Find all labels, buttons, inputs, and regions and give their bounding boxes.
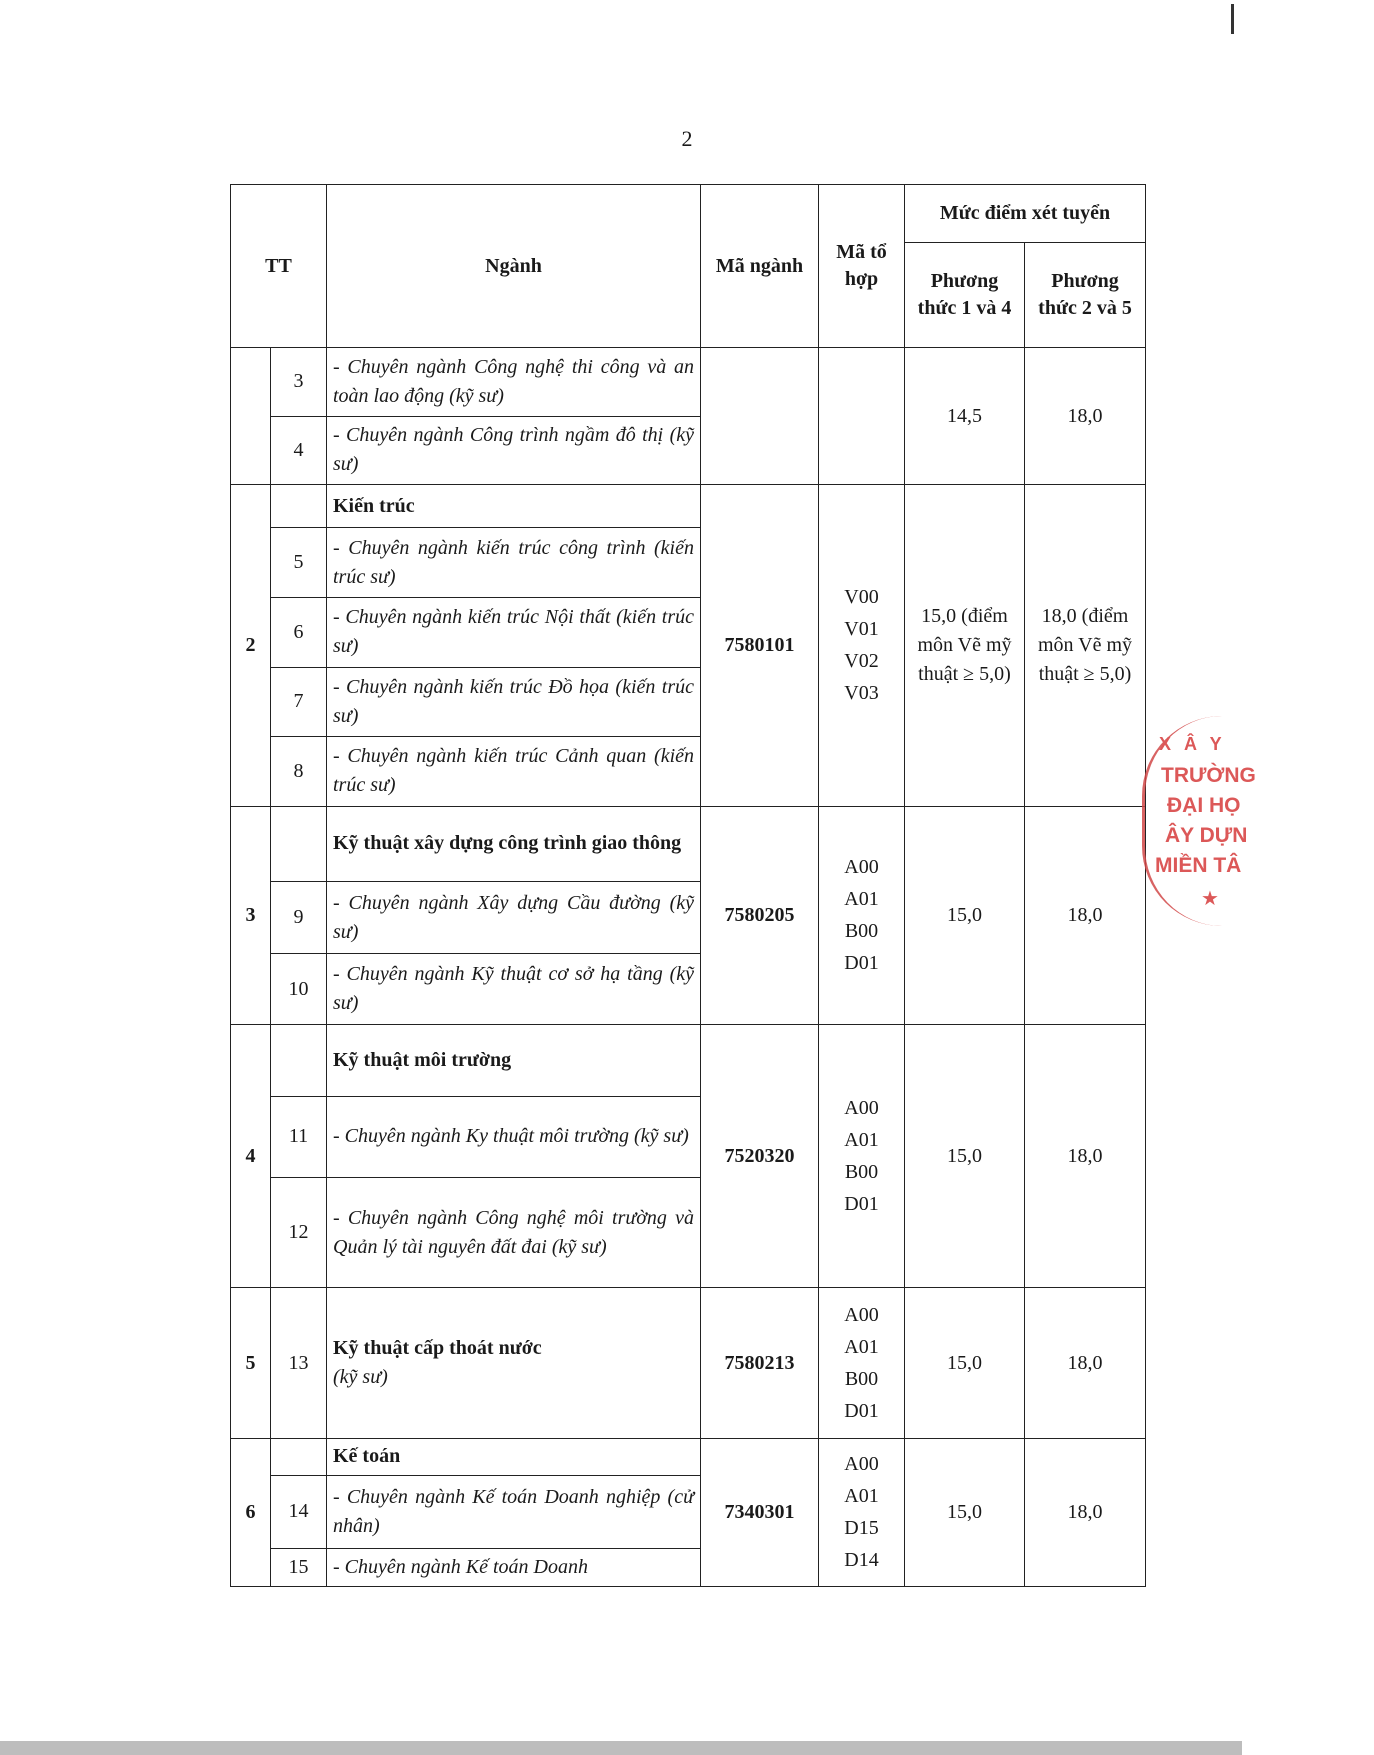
- combo-code: V00: [844, 586, 879, 609]
- university-stamp: [1142, 716, 1295, 926]
- score-method-1-4: 15,0: [905, 1438, 1025, 1586]
- stamp-text: ÂY DỰN: [1165, 824, 1248, 847]
- major-title: Kế toán: [327, 1438, 701, 1475]
- row-index: 10: [271, 953, 327, 1025]
- combo-code: V02: [844, 650, 879, 673]
- major-title-with-note: [327, 1288, 701, 1438]
- major-title: Kỹ thuật môi trường: [327, 1025, 701, 1097]
- major-code: 7580213: [701, 1288, 819, 1438]
- stamp-text: TRƯỜNG: [1161, 764, 1256, 787]
- combo-code: D01: [844, 1400, 879, 1423]
- header-phuong-thuc-1-4: Phương thức 1 và 4: [905, 243, 1025, 348]
- combo-code: A01: [844, 1129, 879, 1152]
- specialization: - Chuyên ngành Kế toán Doanh nghiệp (cử nhân): [327, 1475, 701, 1548]
- page-number: 2: [681, 126, 693, 151]
- row-index: 12: [271, 1177, 327, 1288]
- degree-note: (kỹ sư): [333, 1366, 388, 1389]
- score-method-2-5: 18,0: [1025, 1288, 1146, 1438]
- major-code: 7520320: [701, 1025, 819, 1288]
- row-index: [271, 1025, 327, 1097]
- major-code: 7340301: [701, 1438, 819, 1586]
- major-code: [701, 348, 819, 485]
- row-index: 8: [271, 737, 327, 807]
- table-row: [231, 806, 1146, 882]
- tt-cell: [231, 348, 271, 485]
- major-code: 7580205: [701, 806, 819, 1025]
- specialization: - Chuyên ngành Công nghệ môi trường và Quản lý tài nguyên đất đai (kỹ sư): [327, 1177, 701, 1288]
- major-title: Kỹ thuật cấp thoát nước: [333, 1337, 542, 1360]
- major-title: Kỹ thuật xây dựng công trình giao thông: [327, 806, 701, 882]
- combo-codes: [819, 806, 905, 1025]
- table-row: [231, 348, 1146, 417]
- header-ma-nganh: Mã ngành: [701, 185, 819, 348]
- scan-bottom-edge: [0, 1741, 1242, 1755]
- header-phuong-thuc-2-5: Phương thức 2 và 5: [1025, 243, 1146, 348]
- row-index: [271, 806, 327, 882]
- row-index: 9: [271, 882, 327, 954]
- specialization: - Chuyên ngành Ky thuật môi trường (kỹ sư): [327, 1096, 701, 1177]
- table-row: [231, 1025, 1146, 1097]
- combo-code: D15: [844, 1517, 879, 1540]
- score-method-2-5: 18,0: [1025, 1438, 1146, 1586]
- row-index: [271, 1438, 327, 1475]
- specialization: - Chuyên ngành Công nghệ thi công và an toàn lao động (kỹ sư): [327, 348, 701, 417]
- row-index: 15: [271, 1548, 327, 1586]
- combo-code: D14: [844, 1549, 879, 1572]
- specialization: - Chuyên ngành Kế toán Doanh: [327, 1548, 701, 1586]
- combo-code: D01: [844, 1193, 879, 1216]
- combo-code: A01: [844, 1336, 879, 1359]
- combo-code: A01: [844, 888, 879, 911]
- row-index: 6: [271, 597, 327, 667]
- score-method-2-5: 18,0: [1025, 1025, 1146, 1288]
- score-method-1-4: 14,5: [905, 348, 1025, 485]
- tt-cell: 3: [231, 806, 271, 1025]
- combo-codes: [819, 485, 905, 807]
- combo-codes: [819, 348, 905, 485]
- combo-code: B00: [844, 1368, 879, 1391]
- score-method-2-5: 18,0 (điểm môn Vẽ mỹ thuật ≥ 5,0): [1025, 485, 1146, 807]
- row-index: 14: [271, 1475, 327, 1548]
- major-code: 7580101: [701, 485, 819, 807]
- specialization: - Chuyên ngành kiến trúc Cảnh quan (kiến trúc sư): [327, 737, 701, 807]
- score-method-1-4: 15,0: [905, 1288, 1025, 1438]
- stamp-text: ĐẠI HỌ: [1167, 794, 1241, 817]
- row-index: 3: [271, 348, 327, 417]
- table-row: [231, 1288, 1146, 1438]
- score-method-2-5: 18,0: [1025, 806, 1146, 1025]
- stamp-text: X Â Y: [1159, 734, 1226, 754]
- table-row: [231, 485, 1146, 528]
- specialization: - Chuyên ngành Công trình ngầm đô thị (kỹ sư): [327, 416, 701, 485]
- header-nganh: Ngành: [327, 185, 701, 348]
- combo-code: V01: [844, 618, 879, 641]
- score-method-1-4: 15,0: [905, 806, 1025, 1025]
- header-tt: TT: [231, 185, 327, 348]
- admission-score-table: [230, 184, 1146, 1587]
- combo-code: B00: [844, 1161, 879, 1184]
- score-method-1-4: 15,0 (điểm môn Vẽ mỹ thuật ≥ 5,0): [905, 485, 1025, 807]
- specialization: - Chuyên ngành Xây dựng Cầu đường (kỹ sư): [327, 882, 701, 954]
- stamp-text: MIỀN TÂ: [1155, 854, 1242, 877]
- header-muc-diem: Mức điểm xét tuyển: [905, 185, 1146, 243]
- score-method-1-4: 15,0: [905, 1025, 1025, 1288]
- combo-code: A00: [844, 856, 879, 879]
- row-index: 7: [271, 667, 327, 737]
- major-title: Kiến trúc: [327, 485, 701, 528]
- tt-cell: 5: [231, 1288, 271, 1438]
- star-icon: ★: [1201, 888, 1219, 910]
- specialization: - Chuyên ngành kiến trúc công trình (kiến trúc sư): [327, 528, 701, 598]
- combo-code: A00: [844, 1097, 879, 1120]
- combo-code: A01: [844, 1485, 879, 1508]
- specialization: - Chuyên ngành Kỹ thuật cơ sở hạ tầng (kỹ sư): [327, 953, 701, 1025]
- combo-code: B00: [844, 920, 879, 943]
- tt-cell: 4: [231, 1025, 271, 1288]
- specialization: - Chuyên ngành kiến trúc Nội thất (kiến trúc sư): [327, 597, 701, 667]
- scan-edge-mark: [1219, 4, 1234, 34]
- combo-code: D01: [844, 952, 879, 975]
- table-row: [231, 1438, 1146, 1475]
- row-index: [271, 485, 327, 528]
- combo-codes: [819, 1025, 905, 1288]
- combo-code: V03: [844, 682, 879, 705]
- combo-codes: [819, 1288, 905, 1438]
- row-index: 13: [271, 1288, 327, 1438]
- combo-code: A00: [844, 1453, 879, 1476]
- score-method-2-5: 18,0: [1025, 348, 1146, 485]
- tt-cell: 2: [231, 485, 271, 807]
- row-index: 4: [271, 416, 327, 485]
- row-index: 11: [271, 1096, 327, 1177]
- row-index: 5: [271, 528, 327, 598]
- combo-codes: [819, 1438, 905, 1586]
- tt-cell: 6: [231, 1438, 271, 1586]
- header-ma-to-hop: Mã tổ hợp: [819, 185, 905, 348]
- combo-code: A00: [844, 1304, 879, 1327]
- specialization: - Chuyên ngành kiến trúc Đồ họa (kiến trúc sư): [327, 667, 701, 737]
